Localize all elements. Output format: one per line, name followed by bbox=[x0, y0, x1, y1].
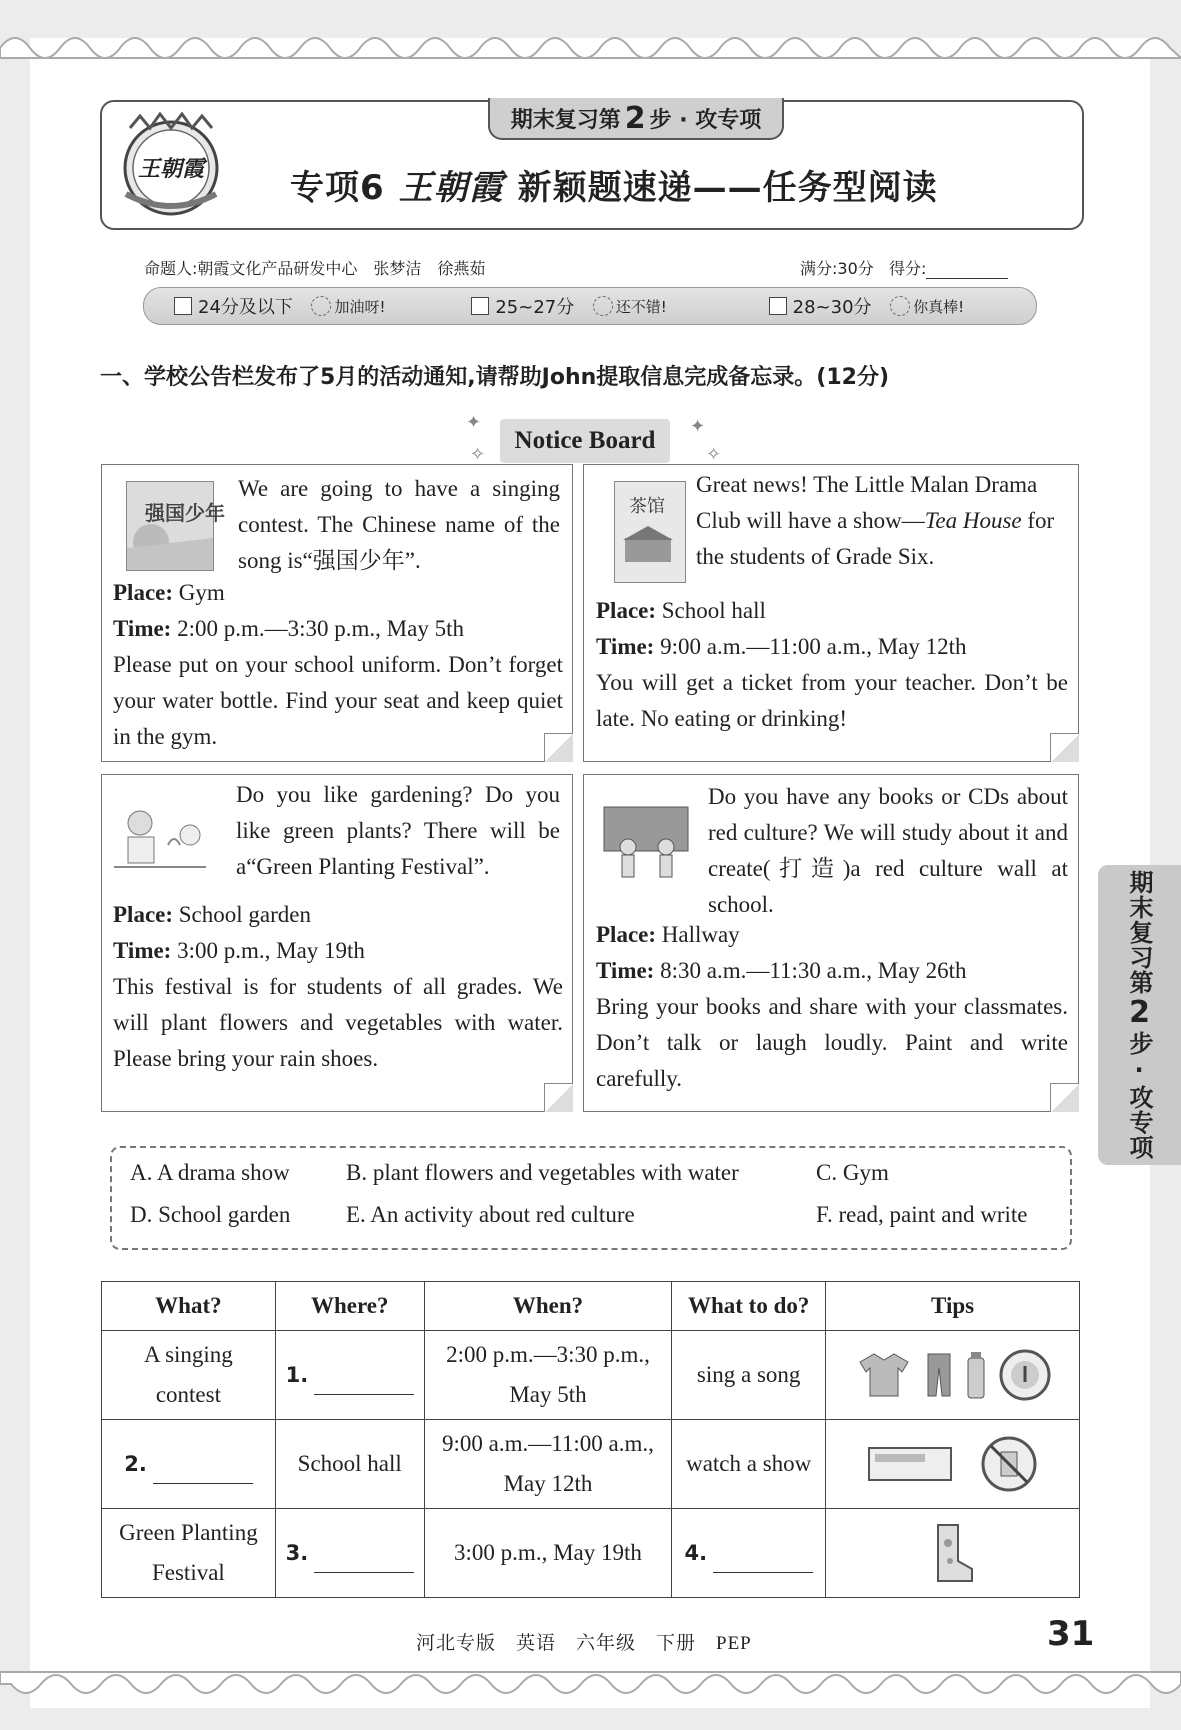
option-c: C. Gym bbox=[816, 1160, 889, 1185]
brand-logo-icon bbox=[112, 108, 230, 220]
blank-number: 4. bbox=[684, 1541, 708, 1565]
blank-number: 3. bbox=[285, 1541, 309, 1565]
encourage bbox=[878, 296, 965, 317]
cell-what: Green Planting Festival bbox=[102, 1509, 276, 1598]
star-icon: ✧ bbox=[706, 444, 722, 464]
card-place bbox=[596, 593, 1068, 629]
trousers-icon bbox=[924, 1350, 954, 1400]
score-level-2 bbox=[471, 293, 738, 319]
place-value: School garden bbox=[173, 902, 311, 927]
step-tab bbox=[488, 98, 784, 140]
place-label: Place: bbox=[113, 902, 174, 927]
step-tab-prefix: 期末复习第 bbox=[510, 107, 621, 133]
header-what: What? bbox=[102, 1282, 276, 1331]
notice-board-title: Notice Board bbox=[500, 419, 670, 463]
star-icon: ✦ bbox=[466, 412, 482, 432]
ticket-icon bbox=[867, 1444, 953, 1484]
time-label: Time: bbox=[596, 958, 655, 983]
page-curl-icon bbox=[1050, 733, 1079, 762]
notice-card-planting bbox=[101, 774, 573, 1112]
cell-tips bbox=[826, 1509, 1080, 1598]
wavy-border-top bbox=[0, 18, 1181, 58]
notice-card-drama bbox=[583, 464, 1079, 762]
card-body: Please put on your school uniform. Don’t forget your water bottle. Find your seat and keep quiet in the gym. bbox=[113, 652, 563, 749]
encourage-text: 你真棒! bbox=[913, 297, 965, 316]
options-box bbox=[110, 1146, 1072, 1250]
encourage bbox=[299, 296, 386, 317]
score-label: 得分: bbox=[889, 259, 927, 278]
title-brand: 王朝霞 bbox=[398, 168, 504, 208]
score-level-1 bbox=[174, 293, 441, 319]
svg-text:强国少年: 强国少年 bbox=[145, 501, 225, 525]
card-place bbox=[596, 917, 1068, 953]
place-label: Place: bbox=[113, 580, 174, 605]
card-details bbox=[596, 917, 1068, 1097]
notice-card-red-culture bbox=[583, 774, 1079, 1112]
header-tips: Tips bbox=[826, 1282, 1080, 1331]
side-tab-suffix: 步·攻专项 bbox=[1125, 1031, 1153, 1160]
answer-blank-4[interactable] bbox=[713, 1544, 813, 1573]
card-intro: We are going to have a singing contest. The Chinese name of the song is“强国少年”. bbox=[238, 476, 560, 573]
cell-tips bbox=[826, 1420, 1080, 1509]
card-time bbox=[596, 629, 1068, 665]
memo-table bbox=[101, 1281, 1080, 1598]
uniform-icon bbox=[854, 1350, 914, 1400]
place-label: Place: bbox=[596, 598, 657, 623]
option-e: E. An activity about red culture bbox=[346, 1202, 635, 1227]
card-details bbox=[113, 575, 563, 755]
card-intro bbox=[696, 467, 1068, 575]
score-range: 28~30分 bbox=[792, 297, 872, 318]
score-checkbox[interactable] bbox=[174, 297, 192, 315]
score-info bbox=[800, 256, 1008, 279]
cell-when: 3:00 p.m., May 19th bbox=[424, 1509, 672, 1598]
place-value: School hall bbox=[656, 598, 766, 623]
answer-blank-3[interactable] bbox=[314, 1544, 414, 1573]
card-place bbox=[113, 575, 563, 611]
question-title: 一、学校公告栏发布了5月的活动通知,请帮助John提取信息完成备忘录。(12分) bbox=[100, 365, 890, 390]
score-bar bbox=[143, 287, 1037, 325]
star-icon: ✧ bbox=[470, 444, 486, 464]
answer-blank-2[interactable] bbox=[153, 1455, 253, 1484]
place-value: Hallway bbox=[656, 922, 740, 947]
option-a: A. A drama show bbox=[130, 1160, 290, 1185]
header-when: When? bbox=[424, 1282, 672, 1331]
time-value: 3:00 p.m., May 19th bbox=[171, 938, 365, 963]
side-tab-prefix: 期末复习第 bbox=[1125, 870, 1153, 995]
step-tab-number: 2 bbox=[624, 100, 646, 136]
cell-where bbox=[275, 1331, 424, 1420]
cell-where bbox=[275, 1509, 424, 1598]
card-body: This festival is for students of all grades. We will plant flowers and vegetables with water. Please bring your rain shoes. bbox=[113, 974, 563, 1071]
card-place bbox=[113, 897, 563, 933]
place-label: Place: bbox=[596, 922, 657, 947]
card-intro: Do you like gardening? Do you like green plants? There will be a“Green Planting Festival”. bbox=[236, 782, 560, 879]
svg-text:王朝霞: 王朝霞 bbox=[137, 156, 205, 182]
show-name: Tea House bbox=[924, 508, 1022, 533]
option-d: D. School garden bbox=[130, 1202, 291, 1227]
side-tab bbox=[1098, 865, 1181, 1165]
cell-what: A singing contest bbox=[102, 1331, 276, 1420]
option-b: B. plant flowers and vegetables with water bbox=[346, 1160, 739, 1185]
option-f: F. read, paint and write bbox=[816, 1202, 1028, 1227]
encourage-text: 还不错! bbox=[615, 297, 667, 316]
intro-text-end: for the students of Grade Six. bbox=[696, 508, 1055, 569]
title-suffix: 新颖题速递——任务型阅读 bbox=[517, 168, 938, 208]
score-level-3 bbox=[769, 293, 1036, 319]
blank-number: 1. bbox=[285, 1363, 309, 1387]
tea-house-book-image bbox=[614, 481, 686, 583]
cell-when: 2:00 p.m.—3:30 p.m., May 5th bbox=[424, 1331, 672, 1420]
encourage bbox=[580, 296, 667, 317]
water-bottle-icon bbox=[964, 1350, 988, 1400]
card-details bbox=[113, 897, 563, 1077]
page-curl-icon bbox=[544, 1083, 573, 1112]
card-time bbox=[113, 611, 563, 647]
time-value: 2:00 p.m.—3:30 p.m., May 5th bbox=[171, 616, 464, 641]
intro-text: Great news! The Little Malan Drama Club will have a show— bbox=[696, 472, 1038, 533]
table-row bbox=[102, 1331, 1080, 1420]
rain-boots-icon bbox=[928, 1521, 978, 1585]
time-label: Time: bbox=[113, 616, 172, 641]
cell-when: 9:00 a.m.—11:00 a.m., May 12th bbox=[424, 1420, 672, 1509]
title-prefix: 专项6 bbox=[290, 168, 385, 208]
table-row bbox=[102, 1509, 1080, 1598]
time-label: Time: bbox=[113, 938, 172, 963]
table-row bbox=[102, 1420, 1080, 1509]
card-details bbox=[596, 593, 1068, 737]
wavy-border-bottom bbox=[0, 1672, 1181, 1712]
song-poster-image bbox=[126, 481, 225, 571]
gardening-kids-image bbox=[110, 805, 210, 875]
smiley-icon bbox=[593, 296, 613, 316]
score-checkbox[interactable] bbox=[769, 297, 787, 315]
cell-where: School hall bbox=[275, 1420, 424, 1509]
encourage-text: 加油呀! bbox=[334, 297, 386, 316]
table-header-row bbox=[102, 1282, 1080, 1331]
card-body: You will get a ticket from your teacher. Don’t be late. No eating or drinking! bbox=[596, 670, 1068, 731]
time-label: Time: bbox=[596, 634, 655, 659]
page-number: 31 bbox=[1047, 1614, 1095, 1654]
star-icon: ✦ bbox=[690, 416, 706, 436]
cell-todo: watch a show bbox=[672, 1420, 826, 1509]
smiley-icon bbox=[890, 296, 910, 316]
page-curl-icon bbox=[1050, 1083, 1079, 1112]
score-field[interactable] bbox=[926, 262, 1008, 279]
notice-card-singing bbox=[101, 464, 573, 762]
card-time bbox=[596, 953, 1068, 989]
smiley-icon bbox=[311, 296, 331, 316]
page-title bbox=[290, 160, 938, 209]
red-culture-wall-image bbox=[600, 803, 692, 885]
score-range: 25~27分 bbox=[495, 297, 575, 318]
answer-blank-1[interactable] bbox=[314, 1366, 414, 1395]
header-where: Where? bbox=[275, 1282, 424, 1331]
time-value: 9:00 a.m.—11:00 a.m., May 12th bbox=[654, 634, 967, 659]
quiet-sign-icon bbox=[998, 1348, 1052, 1402]
header-what-to-do: What to do? bbox=[672, 1282, 826, 1331]
full-score: 满分:30分 bbox=[800, 259, 874, 278]
cell-tips bbox=[826, 1331, 1080, 1420]
cell-todo bbox=[672, 1509, 826, 1598]
page-curl-icon bbox=[544, 733, 573, 762]
footer-text: 河北专版 英语 六年级 下册 PEP bbox=[416, 1633, 752, 1654]
authors-line: 命题人:朝霞文化产品研发中心 张梦洁 徐燕茹 bbox=[144, 259, 486, 278]
cell-todo: sing a song bbox=[672, 1331, 826, 1420]
cell-what bbox=[102, 1420, 276, 1509]
place-value: Gym bbox=[173, 580, 225, 605]
score-range: 24分及以下 bbox=[198, 297, 293, 318]
card-body: Bring your books and share with your classmates. Don’t talk or laugh loudly. Paint and write carefully. bbox=[596, 994, 1068, 1091]
score-checkbox[interactable] bbox=[471, 297, 489, 315]
card-time bbox=[113, 933, 563, 969]
card-intro: Do you have any books or CDs about red culture? We will study about it and create(打造)a red culture wall at school. bbox=[708, 784, 1068, 917]
side-tab-number: 2 bbox=[1122, 995, 1157, 1031]
no-eating-drinking-icon bbox=[979, 1434, 1039, 1494]
time-value: 8:30 a.m.—11:30 a.m., May 26th bbox=[654, 958, 967, 983]
svg-text:茶馆: 茶馆 bbox=[629, 496, 665, 517]
step-tab-suffix: 步 · 攻专项 bbox=[649, 107, 762, 133]
blank-number: 2. bbox=[124, 1452, 147, 1476]
